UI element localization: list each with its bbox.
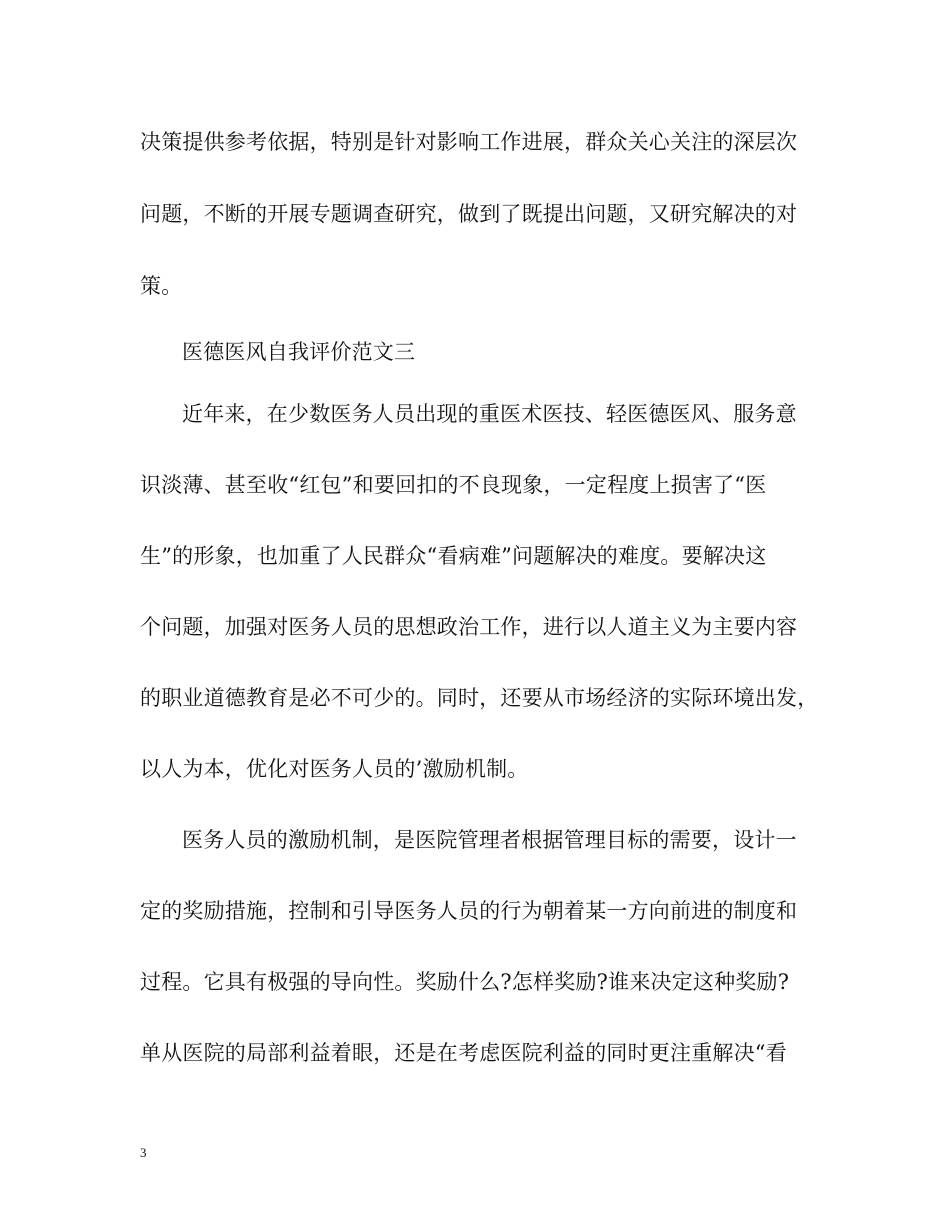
paragraph-first-line: 近年来，在少数医务人员出现的重医术医技、轻医德医风、服务意 [182,402,797,426]
text-line: 问题，不断的开展专题调查研究，做到了既提出问题，又研究解决的对 [140,202,798,226]
text-line: 个问题，加强对医务人员的思想政治工作，进行以人道主义为主要内容 [140,615,798,639]
text-line: 识淡薄、甚至收“红包”和要回扣的不良现象，一定程度上损害了“医 [140,473,767,497]
page-number: 3 [140,1145,147,1160]
text-line: 策。 [140,274,183,298]
text-line: 单从医院的局部利益着眼，还是在考虑医院利益的同时更注重解决“看 [140,1041,787,1065]
text-line: 以人为本，优化对医务人员的’激励机制。 [140,757,529,781]
text-line: 过程。它具有极强的导向性。奖励什么?怎样奖励?谁来决定这种奖励? [140,970,790,994]
section-heading: 医德医风自我评价范文三 [182,340,416,364]
paragraph-first-line: 医务人员的激励机制，是医院管理者根据管理目标的需要，设计一 [182,828,797,852]
text-line: 决策提供参考依据，特别是针对影响工作进展，群众关心关注的深层次 [140,130,798,154]
text-line: 定的奖励措施，控制和引导医务人员的行为朝着某一方向前进的制度和 [140,899,798,923]
text-line: 生”的形象，也加重了人民群众“看病难”问题解决的难度。要解决这 [140,544,767,568]
text-line: 的职业道德教育是必不可少的。同时，还要从市场经济的实际环境出发， [140,686,819,710]
